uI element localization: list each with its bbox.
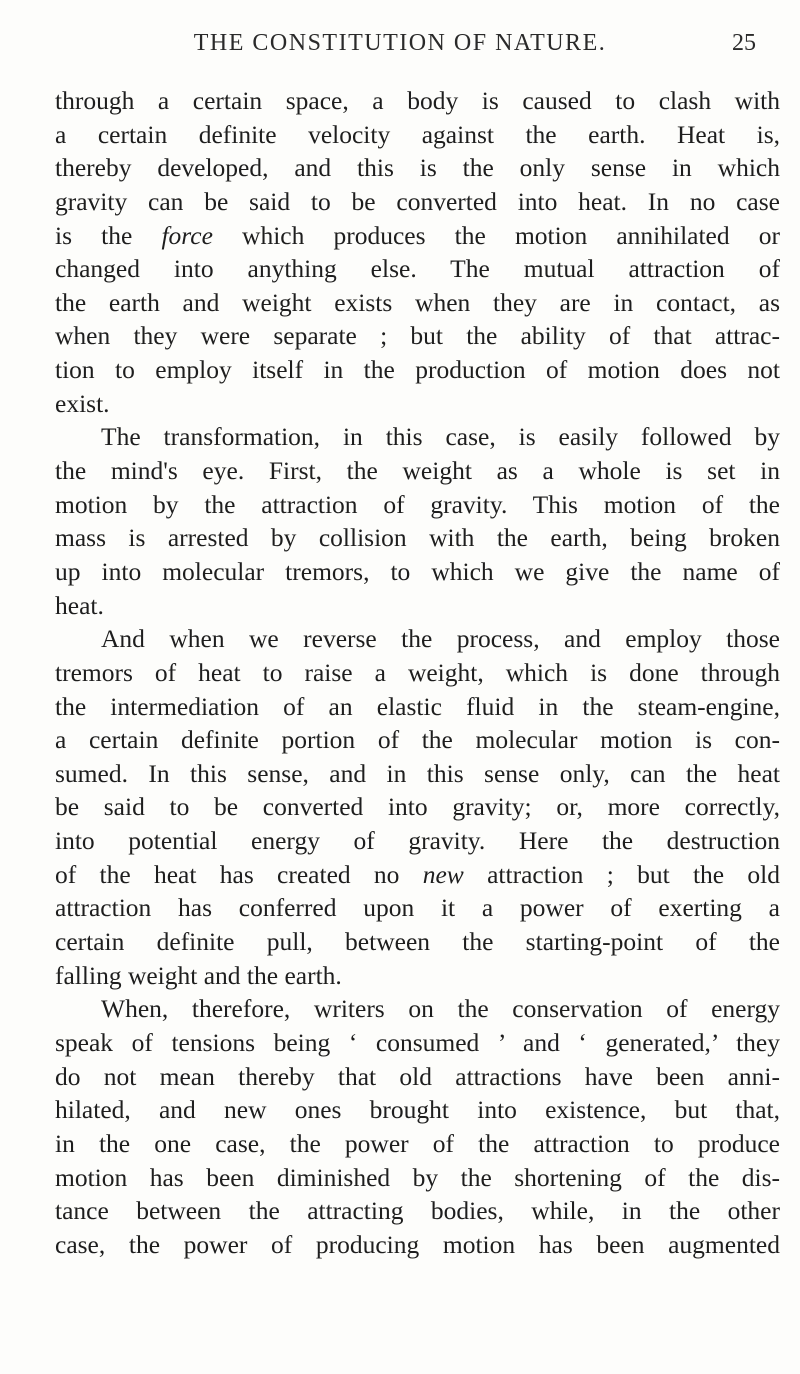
running-title: THE CONSTITUTION OF NATURE. (193, 30, 607, 56)
text-line: motion by the attraction of gravity. This motion of the (55, 489, 780, 519)
text-line: speak of tensions being ‘ consumed ’ and ‘ generated,’ they (55, 1027, 780, 1057)
text-line: certain definite pull, between the starting-point of the (55, 927, 780, 957)
text-line: tion to employ itself in the production of motion does not (55, 355, 780, 385)
text-line: gravity can be said to be converted into heat. In no case (55, 186, 780, 216)
page-number: 25 (732, 30, 756, 56)
text-line: the intermediation of an elastic fluid in the steam-engine, (55, 691, 780, 721)
text-line: When, therefore, writers on the conservation of energy (101, 994, 780, 1024)
text-line: through a certain space, a body is caused to clash with (55, 86, 780, 115)
text-line: case, the power of producing motion has been augmented (55, 1229, 780, 1259)
text-line: The transformation, in this case, is easily followed by (101, 422, 780, 452)
text-line: is the force which produces the motion annihilated or (55, 220, 780, 250)
text-line: a certain definite velocity against the earth. Heat is, (55, 119, 780, 149)
text-line: tance between the attracting bodies, while, in the other (55, 1196, 780, 1226)
text-line: sumed. In this sense, and in this sense only, can the heat (55, 758, 780, 788)
text-line: the earth and weight exists when they are in contact, as (55, 287, 780, 317)
text-line: attraction has conferred upon it a power of exerting a (55, 893, 780, 923)
text-line: up into molecular tremors, to which we give the name of (55, 556, 780, 586)
text-line: be said to be converted into gravity; or, more correctly, (55, 792, 780, 822)
text-line: in the one case, the power of the attraction to produce (55, 1128, 780, 1158)
text-line: And when we reverse the process, and employ those (101, 624, 780, 654)
text-line: into potential energy of gravity. Here the destruction (55, 826, 780, 856)
body-text (55, 84, 780, 1261)
text-line: do not mean thereby that old attractions have been anni- (55, 1061, 780, 1091)
text-line: when they were separate ; but the ability of that attrac- (55, 321, 780, 351)
text-line: heat. (55, 590, 104, 620)
text-line: tremors of heat to raise a weight, which is done through (55, 657, 780, 687)
text-line: exist. (55, 388, 110, 418)
text-line: falling weight and the earth. (55, 960, 342, 990)
text-line: hilated, and new ones brought into existence, but that, (55, 1095, 780, 1125)
text-line: changed into anything else. The mutual attraction of (55, 254, 780, 284)
text-line: a certain definite portion of the molecular motion is con- (55, 725, 780, 755)
text-line: thereby developed, and this is the only sense in which (55, 153, 780, 183)
text-line: motion has been diminished by the shortening of the dis- (55, 1162, 780, 1192)
text-line: mass is arrested by collision with the earth, being broken (55, 523, 780, 553)
running-head (0, 30, 800, 62)
text-line: of the heat has created no new attraction ; but the old (55, 859, 780, 889)
text-line: the mind's eye. First, the weight as a whole is set in (55, 456, 780, 486)
